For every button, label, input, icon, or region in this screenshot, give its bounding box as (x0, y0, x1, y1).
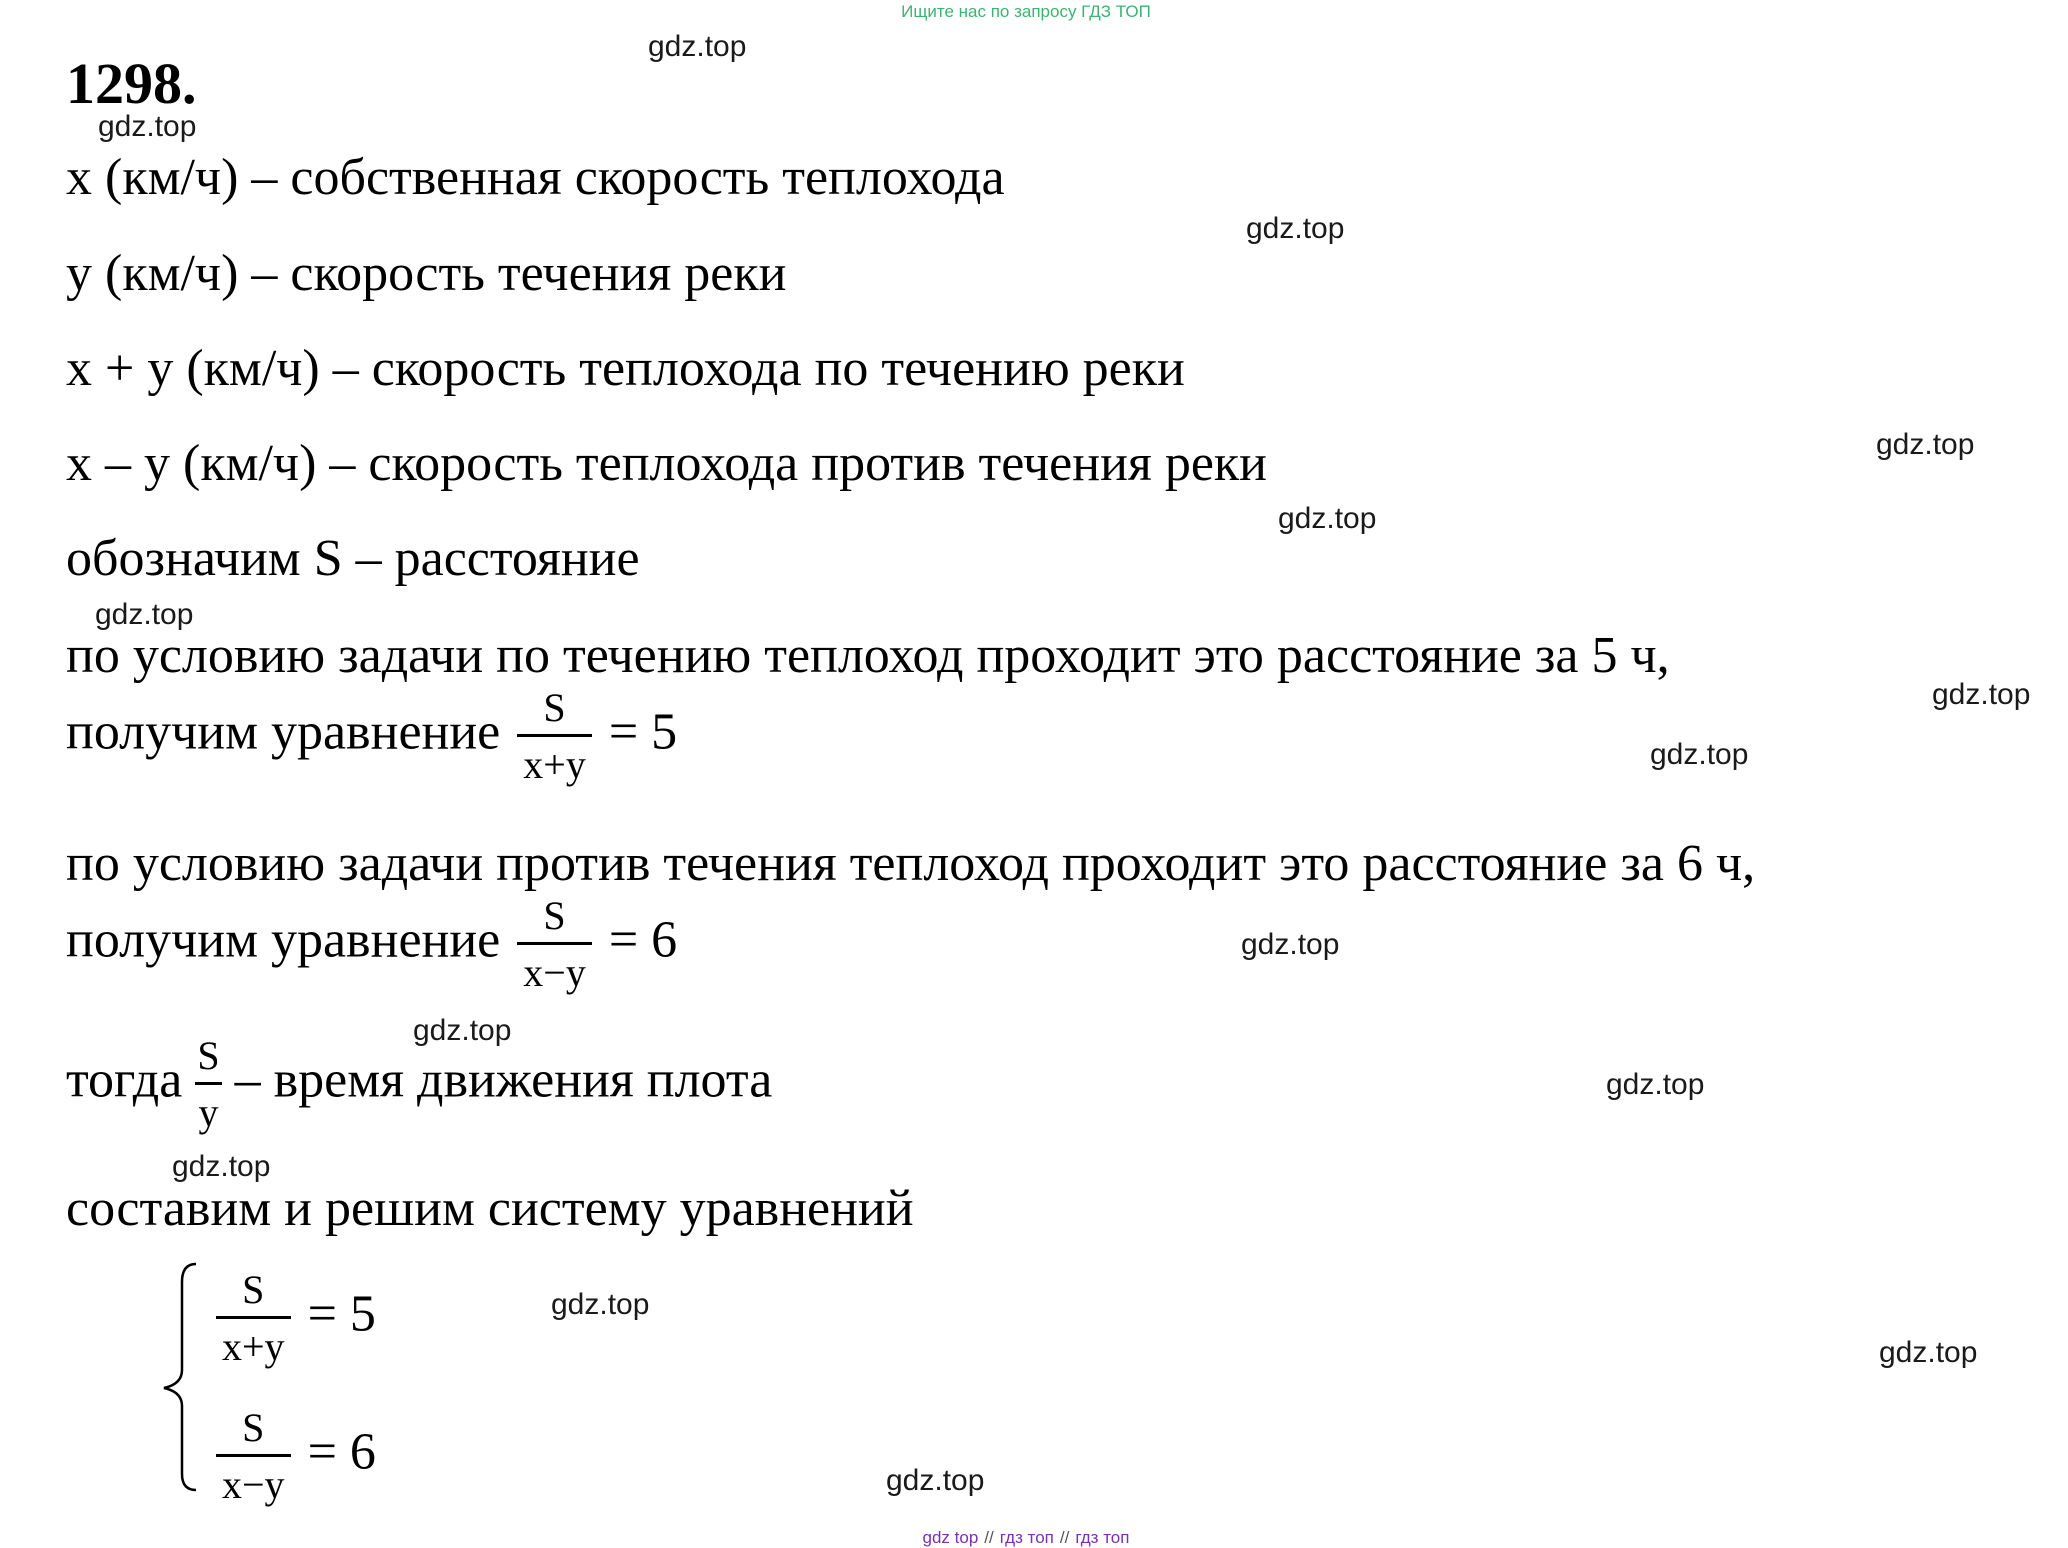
line-raft-time (66, 1033, 773, 1135)
watermark: gdz.top (95, 598, 194, 631)
fraction-bar (216, 1316, 291, 1319)
banner-text[interactable]: Ищите нас по запросу ГДЗ ТОП (901, 2, 1151, 21)
fraction-bar (517, 734, 592, 737)
fraction-sys1 (216, 1267, 291, 1369)
denominator: x−y (222, 1462, 285, 1507)
line-distance: обозначим S – расстояние (66, 530, 640, 587)
fraction-bar (195, 1082, 221, 1085)
watermark: gdz.top (172, 1150, 271, 1183)
denominator: y (198, 1090, 219, 1135)
watermark: gdz.top (1879, 1336, 1978, 1369)
line-condition-downstream: по условию задачи по течению теплоход проходит это расстояние за 5 ч, (66, 627, 1670, 684)
watermark: gdz.top (1278, 502, 1377, 535)
system-row-1-rhs: = 5 (307, 1285, 376, 1343)
line-own-speed: x (км/ч) – собственная скорость теплохода (66, 149, 1005, 206)
fraction-raft (195, 1033, 221, 1135)
search-banner[interactable] (0, 2, 2068, 22)
denominator: x+y (523, 742, 586, 787)
footer-link-3[interactable]: гдз топ (1075, 1528, 1130, 1547)
footer-link-2[interactable]: гдз топ (999, 1528, 1054, 1547)
line-equation-1 (66, 685, 678, 787)
equation-2-prefix: получим уравнение (66, 911, 501, 969)
watermark: gdz.top (551, 1288, 650, 1321)
line-upstream-speed: x – y (км/ч) – скорость теплохода против течения реки (66, 435, 1268, 492)
numerator: S (543, 893, 566, 938)
watermark: gdz.top (1876, 428, 1975, 461)
equation-system (156, 1252, 456, 1507)
footer-links (0, 1528, 2068, 1548)
watermark: gdz.top (1606, 1068, 1705, 1101)
numerator: S (197, 1033, 220, 1078)
numerator: S (242, 1405, 265, 1450)
line-system-intro: составим и решим систему уравнений (66, 1180, 914, 1237)
footer-separator: // (1059, 1528, 1070, 1547)
line-condition-upstream: по условию задачи против течения теплоход проходит это расстояние за 6 ч, (66, 835, 1756, 892)
problem-number: 1298. (66, 51, 197, 116)
fraction-eq1 (517, 685, 592, 787)
fraction-bar (216, 1454, 291, 1457)
numerator: S (543, 685, 566, 730)
raft-suffix: – время движения плота (234, 1051, 773, 1109)
line-downstream-speed: x + y (км/ч) – скорость теплохода по течению реки (66, 340, 1185, 397)
watermark: gdz.top (1932, 678, 2031, 711)
watermark: gdz.top (886, 1464, 985, 1497)
denominator: x+y (222, 1324, 285, 1369)
raft-prefix: тогда (66, 1051, 183, 1109)
fraction-eq2 (517, 893, 592, 995)
system-row-2 (212, 1405, 376, 1507)
line-river-speed: y (км/ч) – скорость течения реки (66, 245, 787, 302)
equation-2-rhs: = 6 (608, 911, 678, 969)
line-equation-2 (66, 893, 678, 995)
watermark: gdz.top (648, 30, 747, 63)
fraction-bar (517, 942, 592, 945)
watermark: gdz.top (413, 1014, 512, 1047)
denominator: x−y (523, 950, 586, 995)
watermark: gdz.top (1650, 738, 1749, 771)
curly-brace (156, 1252, 216, 1502)
watermark: gdz.top (1246, 212, 1345, 245)
footer-link-1[interactable]: gdz top (922, 1528, 979, 1547)
fraction-sys2 (216, 1405, 291, 1507)
numerator: S (242, 1267, 265, 1312)
equation-1-rhs: = 5 (608, 703, 678, 761)
equation-1-prefix: получим уравнение (66, 703, 501, 761)
system-row-1 (212, 1267, 376, 1369)
system-row-2-rhs: = 6 (307, 1423, 376, 1481)
watermark: gdz.top (98, 110, 197, 143)
watermark: gdz.top (1241, 928, 1340, 961)
footer-separator: // (984, 1528, 994, 1547)
